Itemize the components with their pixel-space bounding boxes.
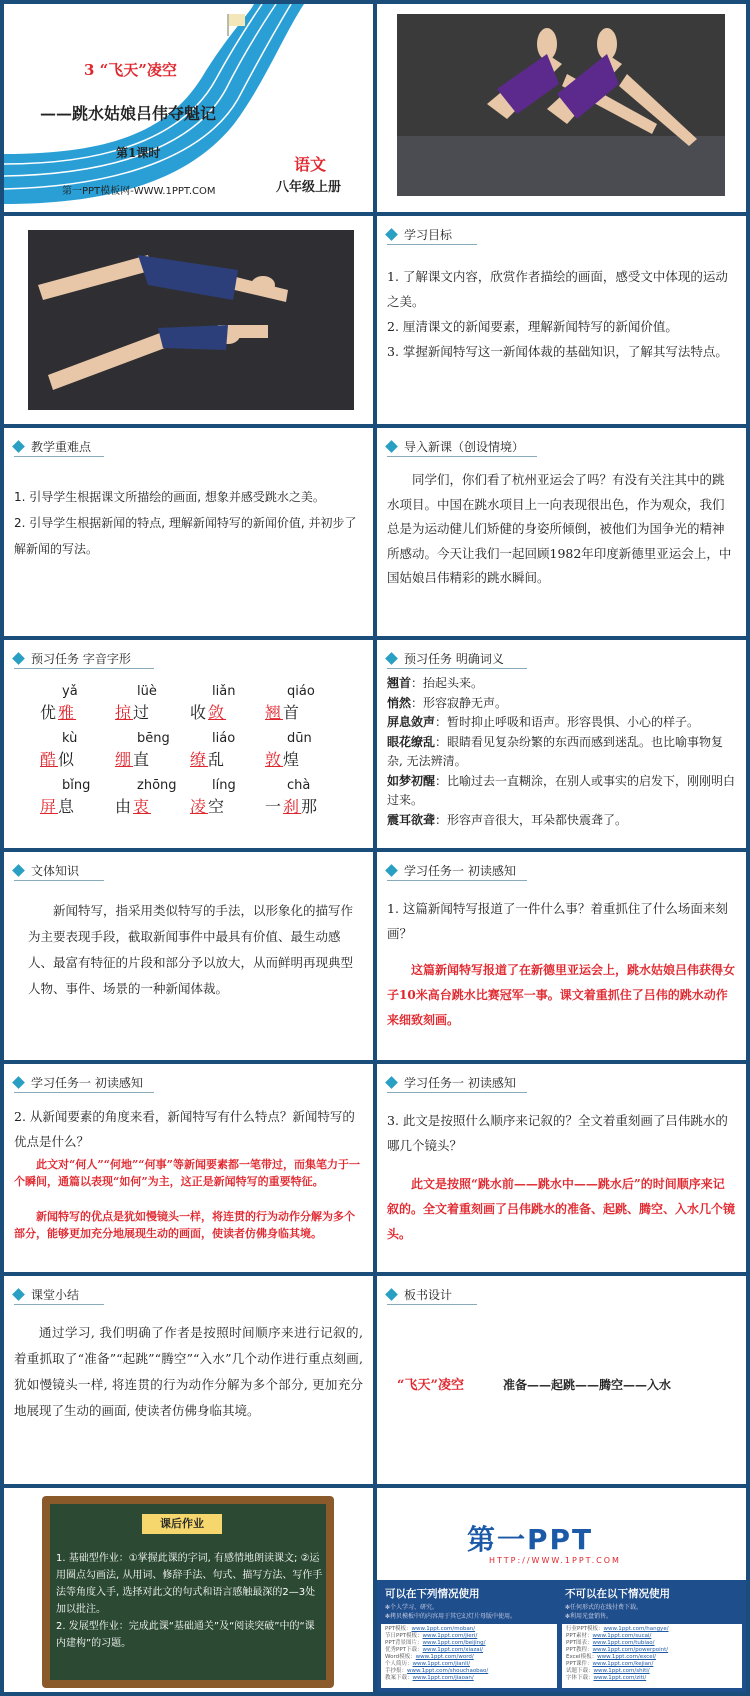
pinyin-row (40, 731, 340, 770)
section-header: 导入新课（创设情境） (387, 438, 524, 455)
slide-key-points[interactable] (4, 428, 373, 636)
section-header: 课堂小结 (14, 1286, 79, 1303)
answer-text: 新闻特写的优点是犹如慢镜头一样，将连贯的行为动作分解为多个部分，能够更加充分地展现生动的画面，使读者仿佛身临其境。 (14, 1210, 355, 1240)
genre-text: 新闻特写，指采用类似特写的手法，以形象化的描写作为主要表现手段，截取新闻事件中最具有价值、最生动感人、最富有特征的片段和部分予以放大，从而鲜明再现典型人物、事件、场景的一种新闻体裁。 (28, 903, 354, 996)
brand-logo: 第一PPT (467, 1523, 594, 1556)
section-header: 预习任务 明确词义 (387, 650, 504, 667)
diamond-icon (12, 652, 25, 665)
slide-grid (4, 4, 746, 1692)
key-point-item: 1. 引导学生根据课文所描绘的画面, 想象并感受跳水之美。 (14, 490, 325, 504)
word-cell: bǐng 屏息 (40, 778, 91, 816)
answer-text: 此文对“何人”“何地”“何事”等新闻要素都一笔带过，而集笔力于一个瞬间，通篇以表现“如何”为主，这正是新闻特写的重要特征。 (14, 1158, 360, 1188)
diamond-icon (385, 1288, 398, 1301)
word-cell: kù 酷似 (40, 731, 78, 769)
chalkboard (42, 1496, 334, 1688)
diamond-icon (12, 864, 25, 877)
section-header: 学习任务一 初读感知 (387, 1074, 516, 1091)
vocab-item: 屏息敛声：暂时抑止呼吸和语声。形容畏惧、小心的样子。 (387, 715, 700, 729)
section-header: 板书设计 (387, 1286, 452, 1303)
section-header: 学习任务一 初读感知 (14, 1074, 143, 1091)
diamond-icon (385, 864, 398, 877)
flag-icon (229, 14, 245, 26)
usage-info: 可以在下列情况使用 ✻个人学习、研究。 ✻拷贝模板中的内容用于其它幻灯片母版中使用。 不可以在以下情况使用 ✻任何形式的在线付费下载。 ✻利用光盘销售。 PPT模板：www.1ppt.com/moban/ 节日PPT模板：www.1ppt.com/jieri/ PPT背景图片：www.1ppt.com/beijing/ 优秀PPT下载：www.1ppt.com/xiazai/ Word模板：www.1ppt.com/word/ 个人简历：www.1ppt.com/jianli/ 手抄报：www.1ppt.com/shouchaobao/ 教案下载：www.1ppt.com/jiaoan/ 行业PPT模板：www.1ppt.com/hangye/ PPT素材：www.1ppt.com/sucai/ PPT图表：www.1ppt.com/tubiao/ PPT教程：www.1ppt.com/powerpoint/ Excel模板：www.1ppt.com/excel/ PPT课件：www.1ppt.com/kejian/ 试题下载：www.1ppt.com/shiti/ 字体下载：www.1ppt.com/ziti/ (377, 1580, 746, 1692)
slide-pronunciation[interactable] (4, 640, 373, 848)
vocab-item: 如梦初醒：比喻过去一直糊涂，在别人或事实的启发下，刚刚明白过来。 (387, 773, 736, 807)
right-link-list: 行业PPT模板：www.1ppt.com/hangye/ PPT素材：www.1ppt.com/sucai/ PPT图表：www.1ppt.com/tubiao/ PPT教程：www.1ppt.com/powerpoint/ Excel模板：www.1ppt.com/excel/ PPT课件：www.1ppt.com/kejian/ 试题下载：www.1ppt.com/shiti/ 字体下载：www.1ppt.com/ziti/ (562, 1624, 742, 1688)
slide-intro[interactable] (377, 428, 746, 636)
section-header: 教学重难点 (14, 438, 91, 455)
goal-item: 1. 了解课文内容，欣赏作者描绘的画面，感受文中体现的运动之美。 (387, 269, 728, 309)
word-cell: yǎ 优雅 (40, 684, 78, 722)
slide-credits[interactable] (377, 1488, 746, 1692)
question-text: 2. 从新闻要素的角度来看，新闻特写有什么特点？新闻特写的优点是什么？ (14, 1109, 355, 1149)
question-text: 3. 此文是按照什么顺序来记叙的？全文着重刻画了吕伟跳水的哪几个镜头？ (387, 1113, 728, 1153)
goals-list (387, 264, 736, 364)
grade-label: 八年级上册 (276, 180, 342, 195)
key-point-item: 2. 引导学生根据新闻的特点, 理解新闻特写的新闻价值, 并初步了解新闻的写法。 (14, 516, 357, 556)
lesson-period: 第1课时 (116, 146, 161, 160)
homework-text: 1. 基础型作业：①掌握此课的字词, 有感情地朗读课文; ②运用圈点勾画法, 从用词、修辞手法、句式、描写方法、写作手法等角度入手, 选择对此文的句式和语言感触最深的2—3处加以批注。 2. 发展型作业：完成此课“基础通关”及“阅读突破”中的“课内建构”的习题。 (56, 1553, 323, 1649)
board-flow: 准备——起跳——腾空——入水 (503, 1378, 672, 1392)
vocab-item: 翘首：抬起头来。 (387, 676, 484, 690)
goal-item: 3. 掌握新闻特写这一新闻体裁的基础知识，了解其写法特点。 (387, 344, 728, 359)
board-title: “飞天”凌空 (397, 1378, 464, 1393)
summary-text: 通过学习, 我们明确了作者是按照时间顺序来进行记叙的, 着重抓取了“准备”“起跳”“腾空”“入水”几个动作进行重点刻画, 犹如慢镜头一样, 将连贯的行为动作分解为多个部分, 更加充分地展现了生动的画面, 使读者仿佛身临其境。 (14, 1325, 363, 1418)
intro-text: 同学们，你们看了杭州亚运会了吗？有没有关注其中的跳水项目。中国在跳水项目上一向表现很出色，作为观众，我们总是为运动健儿们矫健的身姿所倾倒，被他们为国争光的精神所感动。今天让我们一起回顾1982年印度新德里亚运会上，中国姑娘吕伟精彩的跳水瞬间。 (387, 472, 732, 585)
slide-task1-q3[interactable] (377, 1064, 746, 1272)
word-cell: líng 凌空 (190, 778, 236, 816)
slide-homework[interactable] (4, 1488, 373, 1692)
diamond-icon (12, 1288, 25, 1301)
site-credit: 第一PPT模板网-WWW.1PPT.COM (62, 186, 216, 197)
key-points-list (14, 484, 363, 562)
section-header: 预习任务 字音字形 (14, 650, 131, 667)
section-header: 学习目标 (387, 226, 452, 243)
diamond-icon (385, 440, 398, 453)
diamond-icon (12, 1076, 25, 1089)
diamond-icon (385, 1076, 398, 1089)
word-cell: bēng 绷直 (115, 731, 170, 769)
diamond-icon (12, 440, 25, 453)
goal-item: 2. 厘清课文的新闻要素，理解新闻特写的新闻价值。 (387, 319, 678, 334)
vocab-item: 震耳欲聋：形容声音很大，耳朵都快震聋了。 (387, 812, 628, 827)
slide-task1-q1[interactable] (377, 852, 746, 1060)
word-cell: dūn 敦煌 (265, 731, 312, 769)
slide-genre[interactable] (4, 852, 373, 1060)
word-cell: chà 一刹那 (265, 778, 320, 816)
brand-url: HTTP://WWW.1PPT.COM (489, 1556, 621, 1565)
slide-vocabulary[interactable] (377, 640, 746, 848)
section-header: 学习任务一 初读感知 (387, 862, 516, 879)
slide-photo-1[interactable] (377, 4, 746, 212)
slide-task1-q2[interactable] (4, 1064, 373, 1272)
word-cell: liáo 缭乱 (190, 731, 236, 769)
slide-board-design[interactable] (377, 1276, 746, 1484)
word-cell: qiáo 翘首 (265, 684, 315, 722)
pinyin-grid (40, 684, 340, 825)
slide-title[interactable] (4, 4, 373, 212)
word-cell: lüè 掠过 (115, 684, 157, 722)
slide-learning-goals[interactable] (377, 216, 746, 424)
vocab-item: 悄然：形容寂静无声。 (387, 695, 508, 710)
homework-title: 课后作业 (142, 1514, 222, 1534)
divers-photo (397, 14, 725, 196)
left-link-list: PPT模板：www.1ppt.com/moban/ 节日PPT模板：www.1ppt.com/jieri/ PPT背景图片：www.1ppt.com/beijing/ 优秀PPT下载：www.1ppt.com/xiazai/ Word模板：www.1ppt.com/word/ 个人简历：www.1ppt.com/jianli/ 手抄报：www.1ppt.com/shouchaobao/ 教案下载：www.1ppt.com/jiaoan/ (381, 1624, 557, 1688)
lesson-title: 3 “飞天”凌空 (84, 61, 177, 79)
pinyin-row (40, 778, 340, 817)
subject-label: 语文 (294, 155, 327, 174)
word-cell: liǎn 收敛 (190, 684, 236, 722)
answer-text: 这篇新闻特写报道了在新德里亚运会上，跳水姑娘吕伟获得女子10米高台跳水比赛冠军一事。课文着重抓住了吕伟的跳水动作来细致刻画。 (387, 963, 736, 1027)
vocab-list (387, 674, 736, 830)
section-header: 文体知识 (14, 862, 79, 879)
word-cell: zhōng 由衷 (115, 778, 177, 816)
slide-photo-2[interactable] (4, 216, 373, 424)
lesson-subtitle: ——跳水姑娘吕伟夺魁记 (40, 104, 217, 123)
diamond-icon (385, 652, 398, 665)
divers-photo (28, 230, 354, 410)
pinyin-row (40, 684, 340, 723)
question-text: 1. 这篇新闻特写报道了一件什么事？着重抓住了什么场面来刻画？ (387, 901, 728, 941)
diamond-icon (385, 228, 398, 241)
slide-summary[interactable] (4, 1276, 373, 1484)
answer-text: 此文是按照“跳水前——跳水中——跳水后”的时间顺序来记叙的。全文着重刻画了吕伟跳水的准备、起跳、腾空、入水几个镜头。 (387, 1177, 736, 1241)
vocab-item: 眼花缭乱：眼睛看见复杂纷繁的东西而感到迷乱。也比喻事物复杂, 无法辨清。 (387, 734, 724, 768)
